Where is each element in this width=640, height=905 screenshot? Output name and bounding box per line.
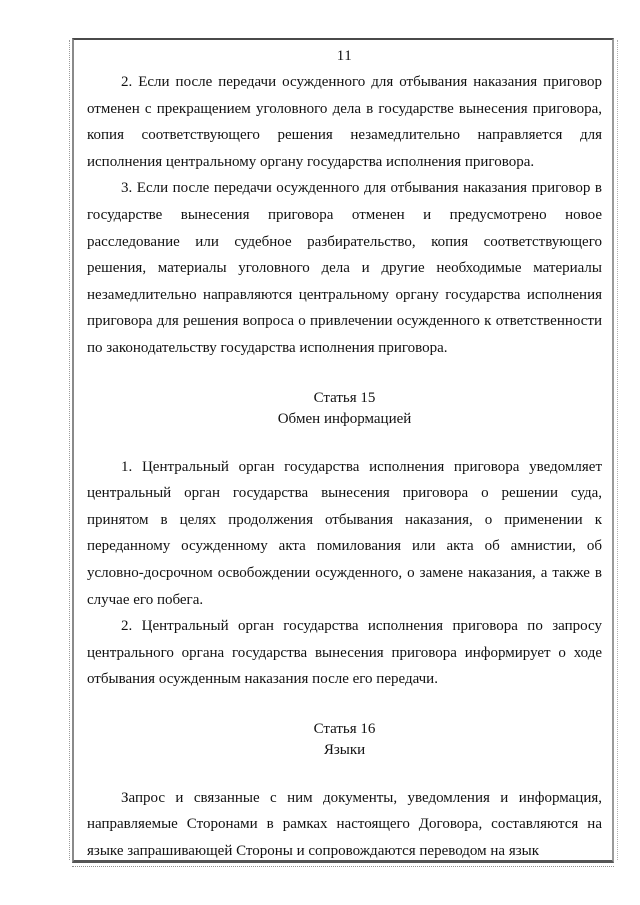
article-16-number: Статья 16: [313, 720, 376, 737]
paragraph-2: 2. Если после передачи осужденного для отбывания наказания приговор отменен с прекращением уголовного дела в государстве вынесения приговора, копия соответствующего решения незамедлительно направляется для исполнения центральному органу государства исполнения приговора.: [87, 74, 602, 170]
article-15-number: Статья 15: [313, 389, 376, 406]
article-16-title: Языки: [323, 741, 366, 758]
document-page: [87, 44, 602, 865]
article-15-paragraph-2: 2. Центральный орган государства исполнения приговора по запросу центрального органа государства вынесения приговора информирует о ходе отбывания осужденным наказания после его передачи.: [87, 618, 602, 688]
article-15-paragraph-1: 1. Центральный орган государства исполнения приговора уведомляет центральный орган государства вынесения приговора о решении суда, принятом в целях продолжения отбывания наказания, о применении к переданному осужденному акта помилования или акта об амнистии, об условно-досрочном освобождении осужденного, о замене наказания, а также в случае его побега.: [87, 458, 602, 608]
page-number: 11: [336, 48, 353, 64]
scan-bottom-edge: [72, 866, 614, 870]
paragraph-3: 3. Если после передачи осужденного для отбывания наказания приговор в государстве вынесения приговора отменен и предусмотрено новое расследование или судебное разбирательство, копия соответствующего решения, материалы уголовного дела и другие необходимые материалы незамедлительно направляются центральному органу государства исполнения приговора для решения вопроса о привлечении осужденного к ответственности по законодательству государства исполнения приговора.: [87, 180, 602, 356]
article-15-title: Обмен информацией: [277, 410, 412, 427]
article-16-paragraph-1: Запрос и связанные с ним документы, уведомления и информация, направляемые Сторонами в рамках настоящего Договора, составляются на языке запрашивающей Стороны и сопровождаются переводом на язык: [87, 789, 602, 860]
